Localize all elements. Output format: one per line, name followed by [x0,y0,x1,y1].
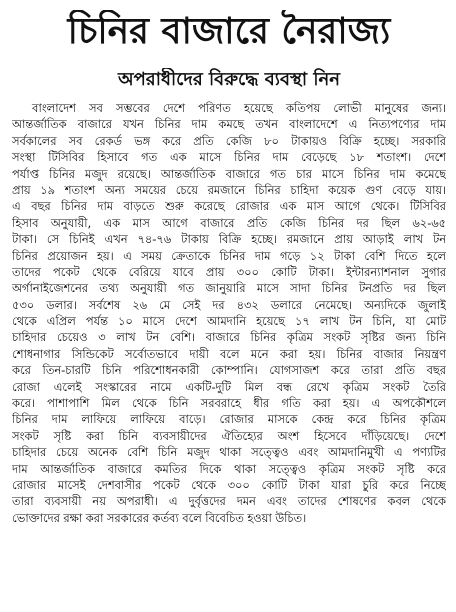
article-body [12,100,446,526]
article-body-line: তাদের পকেট থেকে বেরিয়ে যাবে প্রায় ৩০০ কোটি টাকা। ইন্টারন্যাশনাল সুগার [12,264,446,279]
article-body-line: বাংলাদেশ সব সম্ভবের দেশে পরিণত হয়েছে কতিপয় লোভী মানুষের জন্য। [32,101,446,115]
article-body-line: চিনির দাম লাফিয়ে লাফিয়ে বাড়ে। রোজার মাসকে কেন্দ্র করে চিনির কৃত্রিম [12,412,446,427]
article-body-line: চাহিদার চেয়েও ৩ লাখ টন বেশি। বাজারে চিনির কৃত্রিম সংকট সৃষ্টির জন্য চিনি [12,330,446,345]
article-body-line: হিসাব অনুযায়ী, এক মাস আগে বাজারে প্রতি কেজি চিনির দর ছিল ৬২-৬৫ [12,215,446,230]
article-body-line: অর্গানাইজেশনের তথ্য অনুযায়ী গত জানুয়ারি মাসে সাদা চিনির টনপ্রতি দর ছিল [12,281,446,296]
article-body-line: ৫৩০ ডলার। সর্বশেষ ২৬ মে সেই দর ৪৩২ ডলারে নেমেছে। অন্যদিকে জুলাই [12,297,446,312]
article-body-line: সর্বকালের সব রেকর্ড ভঙ্গ করে প্রতি কেজি ৮০ টাকায়ও বিক্রি হচ্ছে। সরকারি [12,133,446,148]
article-body-line: ভোক্তাদের রক্ষা করা সরকারের কর্তব্য বলে বিবেচিত হওয়া উচিত। [12,510,307,525]
article-body-line: পর্যাপ্ত চিনির মজুদ রয়েছে। আন্তর্জাতিক বাজারে গত চার মাসে চিনির দাম কমেছে [12,166,446,181]
article-body-line: আন্তর্জাতিক বাজারে যখন চিনির দাম কমছে তখন বাংলাদেশে এ নিত্যপণ্যের দাম [12,117,446,132]
article-body-line: দাম আন্তর্জাতিক বাজারে কমতির দিকে থাকা সত্ত্বেও কৃত্রিম সংকট সৃষ্টি করে [12,461,446,476]
article-body-line: করে। পাশাপাশি মিল থেকে চিনি সরবরাহে ধীর গতি করা হয়। এ অপকৌশলে [12,396,446,411]
article-body-line: এ বছর চিনির দাম বাড়তে শুরু করেছে রোজার এক মাস আগে থেকে। টিসিবির [12,199,446,214]
article-body-line: চিনির প্রয়োজন হয়। এ সময় ক্রেতাকে চিনির দাম গড়ে ১২ টাকা বেশি দিতে হলে [12,248,446,263]
article-body-line: চাহিদার চেয়ে অনেক বেশি চিনি মজুদ থাকা সত্ত্বেও এবং আমদানিমুখী এ পণ্যটির [12,445,446,460]
article-body-line: থেকে এপ্রিল পর্যন্ত ১০ মাসে দেশে আমদানি হয়েছে ১৭ লাখ টন চিনি, যা মোট [12,314,446,329]
article-body-line: শোধনাগার সিন্ডিকেট সর্বোতভাবে দায়ী বলে মনে করা হয়। চিনির বাজার নিয়ন্ত্রণ [12,346,446,361]
article-body-line: টাকা। সে চিনিই এখন ৭৪-৭৬ টাকায় বিক্রি হচ্ছে। রমজানে প্রায় আড়াই লাখ টন [12,232,446,247]
article-body-line: রোজার মাসেই দেশবাসীর পকেট থেকে ৩০০ কোটি টাকা যারা চুরি করে নিচ্ছে [12,477,446,492]
article-body-line: প্রায় ১৯ শতাংশ অন্য সময়ের চেয়ে রমজানে চিনির চাহিদা কয়েক গুণ বেড়ে যায়। [12,182,446,197]
article-body-line: সংকট সৃষ্টি করা চিনি ব্যবসায়ীদের ঐতিহ্যের অংশ হিসেবে দাঁড়িয়েছে। দেশে [12,428,446,443]
article-body-line: তারা ব্যবসায়ী নয় অপরাধী। এ দুর্বৃত্তদের দমন এবং তাদের শোষণের কবল থেকে [12,494,446,509]
article-body-line: রোজা এলেই সংস্কারের নামে একটি-দুটি মিল বন্ধ রেখে কৃত্রিম সংকট তৈরি [12,379,446,394]
article-subheadline: অপরাধীদের বিরুদ্ধে ব্যবস্থা নিন [118,69,340,90]
article-body-line: সংস্থা টিসিবির হিসাবে গত এক মাসে চিনির দাম বেড়েছে ১৮ শতাংশ। দেশে [12,150,446,165]
article-body-line: করে তিন-চারটি চিনি পরিশোধনকারী কোম্পানি। যোগসাজশ করে তারা প্রতি বছর [12,363,446,378]
article-headline: চিনির বাজারে নৈরাজ্য [67,11,391,52]
